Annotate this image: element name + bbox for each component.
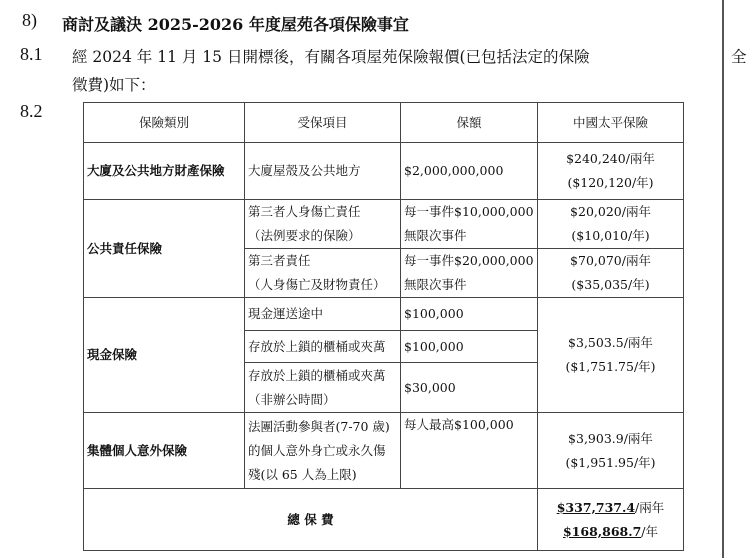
item-line: 第三者人身傷亡責任 [248,204,361,219]
table-row [84,143,684,200]
amount-line: 無限次事件 [404,228,467,243]
table-header-row [84,103,684,143]
item-cell [245,363,401,413]
category-cell: 公共責任保險 [84,200,245,298]
total-2y-unit: /兩年 [635,499,665,515]
item-cell [245,249,401,298]
amount-cell: $100,000 [401,298,538,331]
category-cell: 大廈及公共地方財產保險 [84,143,245,200]
item-line: （人身傷亡及財物責任） [248,277,386,292]
premium-1y: ($35,035/年) [571,277,650,292]
item-cell [245,200,401,249]
premium-cell [538,413,684,489]
premium-1y: ($1,751.75/年) [565,359,656,374]
amount-line: 每一事件$20,000,000 [404,253,534,268]
table-row [84,298,684,331]
premium-cell [538,298,684,413]
item-cell: 存放於上鎖的櫃桶或夾萬 [245,331,401,363]
header-amount: 保額 [401,103,538,143]
item-line: 第三者責任 [248,253,311,268]
amount-cell: $30,000 [401,363,538,413]
header-insurer: 中國太平保險 [538,103,684,143]
item-line: （法例要求的保險） [248,228,361,243]
total-premium-cell [538,489,684,551]
premium-cell [538,143,684,200]
category-cell: 現金保險 [84,298,245,413]
item-cell [245,413,401,489]
item-line: 殘(以 65 人為上限) [248,466,357,482]
header-category: 保險類別 [84,103,245,143]
item-line: 存放於上鎖的櫃桶或夾萬 [248,367,386,383]
item-line: （非辦公時間） [248,391,336,407]
item-8-2-number: 8.2 [20,101,43,121]
category-cell: 集體個人意外保險 [84,413,245,489]
total-1y-unit: /年 [641,523,658,539]
amount-line: 每一事件$10,000,000 [404,204,534,219]
item-8-1-line1: 經 2024 年 11 月 15 日開標後，有關各項屋苑保險報價(已包括法定的保險 [72,48,590,66]
premium-2y: $70,070/兩年 [570,253,651,268]
premium-2y: $3,903.9/兩年 [568,430,653,446]
item-line: 法團活動參與者(7-70 歲) [248,418,390,434]
premium-2y: $20,020/兩年 [570,204,651,219]
table-row [84,200,684,249]
premium-1y: ($120,120/年) [567,175,654,190]
item-cell: 大廈屋殼及公共地方 [245,143,401,200]
amount-cell [401,249,538,298]
margin-text: 全 [731,48,747,66]
margin-rule [722,0,724,558]
total-1y [541,520,680,544]
premium-2y: $240,240/兩年 [566,151,655,166]
amount-cell: $2,000,000,000 [401,143,538,200]
total-2y-value: $337,737.4 [556,499,636,515]
section-title: 商討及議決 2025-2026 年度屋苑各項保險事宜 [62,15,409,34]
header-item: 受保項目 [245,103,401,143]
section-number: 8) [22,10,37,30]
total-2y [541,496,680,520]
premium-cell [538,200,684,249]
amount-line: 無限次事件 [404,277,467,292]
item-line: 的個人意外身亡或永久傷 [248,442,386,458]
premium-1y: ($10,010/年) [571,228,650,243]
total-1y-value: $168,868.7 [562,523,642,539]
item-8-1-number: 8.1 [20,44,43,64]
premium-1y: ($1,951.95/年) [565,454,656,470]
item-8-1-line2: 徵費)如下： [72,76,156,94]
item-cell: 現金運送途中 [245,298,401,331]
amount-cell: 每人最高$100,000 [401,413,538,489]
amount-cell: $100,000 [401,331,538,363]
total-label: 總 保 費 [84,489,538,551]
premium-cell [538,249,684,298]
table-row [84,413,684,489]
premium-2y: $3,503.5/兩年 [568,335,653,350]
amount-cell [401,200,538,249]
insurance-quote-table [83,102,684,551]
total-row [84,489,684,551]
